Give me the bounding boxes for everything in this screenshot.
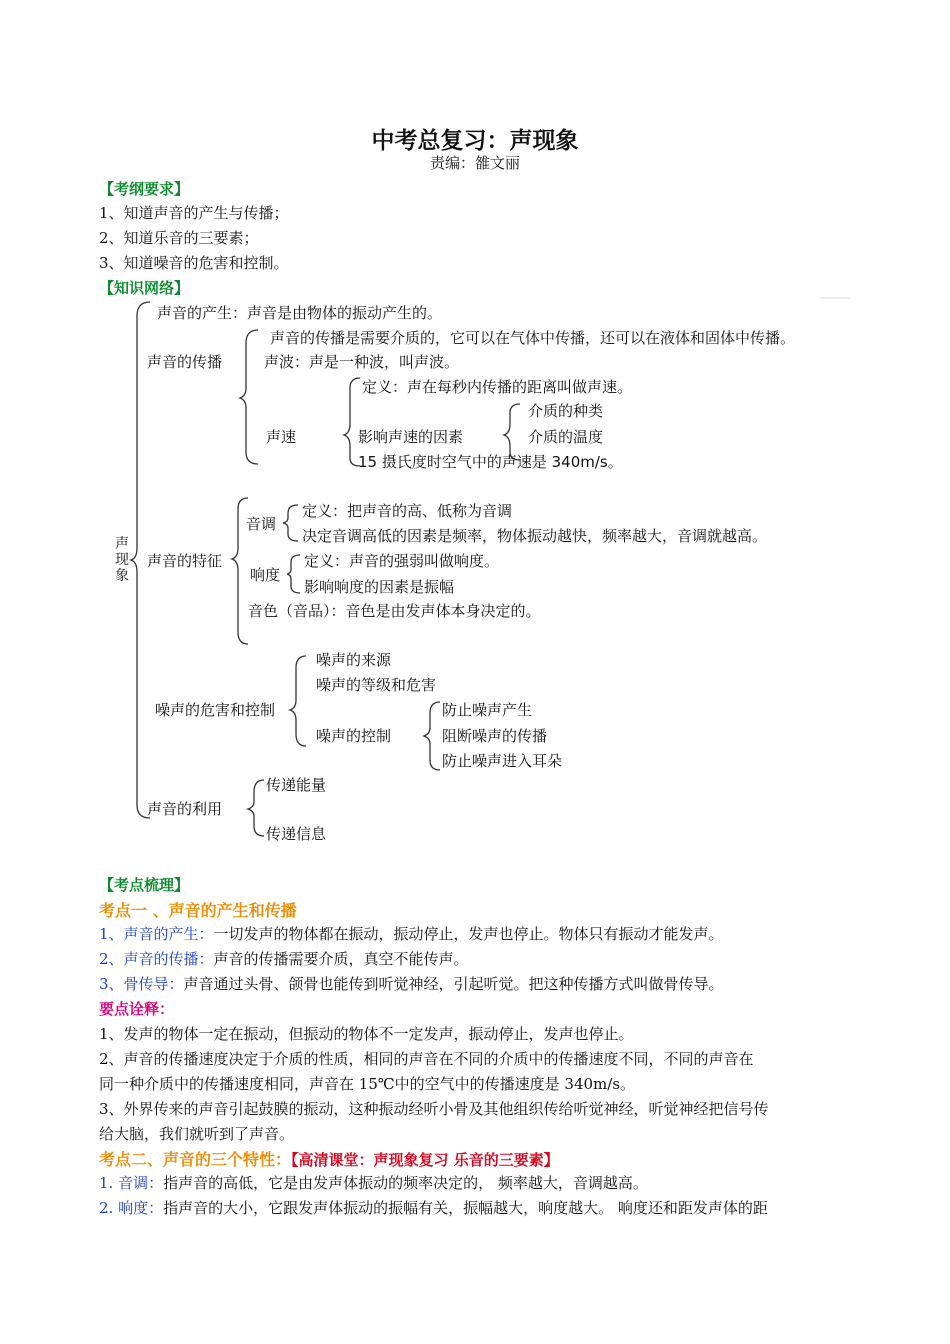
point2-text: 指声音的大小，它跟发声体振动的振幅有关，振幅越大，响度越大。 响度还和距发声体的距 [163,1199,768,1217]
noise-control-node: 噪声的控制 [316,727,392,745]
timbre-node: 音色（音品）：音色是由发声体本身决定的。 [248,602,541,620]
point1-term: 2、声音的传播： [99,950,214,968]
loudness-factor: 影响响度的因素是振幅 [304,578,455,596]
editor-line: 责编：雒文丽 [429,154,520,172]
speed-factor-item: 介质的种类 [528,402,604,420]
note-heading: 要点诠释： [99,1000,175,1018]
point2-text: 指声音的高低，它是由发声体振动的频率决定的， 频率越大，音调越高。 [163,1174,648,1192]
note-line: 1、发声的物体一定在振动，但振动的物体不一定发声，振动停止，发声也停止。 [99,1025,634,1043]
loudness-definition: 定义：声音的强弱叫做响度。 [304,552,500,570]
point2-link[interactable]: 【高清课堂：声现象复习 乐音的三要素】 [291,1151,559,1169]
point1-item [99,923,724,944]
speed-node: 声速 [266,428,297,446]
outline-item: 3、知道噪音的危害和控制。 [99,254,289,272]
point2-item [99,1172,648,1193]
propagation-node: 声音的传播 [147,353,223,371]
speed-factors-node: 影响声速的因素 [358,428,464,446]
air-speed: 15 摄氏度时空气中的声速是 340m/s。 [358,453,623,471]
noise-control-item: 阻断噪声的传播 [442,727,548,745]
point2-title: 考点二、声音的三个特性： [99,1150,292,1169]
speed-definition: 定义：声在每秒内传播的距离叫做声速。 [362,378,633,396]
point1-title: 考点一 、声音的产生和传播 [99,901,297,920]
pitch-definition: 定义：把声音的高、低称为音调 [302,502,513,520]
note-line: 同一种介质中的传播速度相同，声音在 15℃中的空气中的传播速度是 340m/s。 [99,1075,636,1093]
pitch-node: 音调 [246,515,277,533]
point1-text: 声音通过头骨、颌骨也能传到听觉神经，引起听觉。把这种传播方式叫做骨传导。 [183,975,724,993]
point2-term: 2. 响度： [99,1199,164,1217]
point1-term: 1、声音的产生： [99,925,214,943]
review-heading: 【考点梳理】 [99,876,190,894]
propagation-medium: 声音的传播是需要介质的，它可以在气体中传播，还可以在液体和固体中传播。 [270,329,796,347]
point1-item [99,948,469,969]
mindmap-root: 声现象 [115,536,129,584]
production-node: 声音的产生：声音是由物体的振动产生的。 [157,304,443,322]
outline-heading: 【考纲要求】 [99,180,190,198]
page-title: 中考总复习：声现象 [371,128,579,154]
usage-node: 声音的利用 [147,800,223,818]
noise-source: 噪声的来源 [316,651,392,669]
usage-item: 传递能量 [266,776,327,794]
noise-control-item: 防止噪声进入耳朵 [442,752,563,770]
noise-node: 噪声的危害和控制 [155,701,276,719]
point1-term: 3、骨传导： [99,975,184,993]
noise-levels: 噪声的等级和危害 [316,676,437,694]
point1-text: 一切发声的物体都在振动，振动停止，发声也停止。物体只有振动才能发声。 [213,925,724,943]
point2-title-row [99,1147,559,1170]
note-line: 2、声音的传播速度决定于介质的性质，相同的声音在不同的介质中的传播速度不同，不同的声音在 [99,1050,754,1068]
pitch-factor: 决定音调高低的因素是频率，物体振动越快，频率越大，音调就越高。 [302,527,768,545]
usage-item: 传递信息 [266,825,327,843]
network-heading: 【知识网络】 [99,279,190,297]
characteristics-node: 声音的特征 [147,552,223,570]
point1-item [99,973,724,994]
propagation-wave: 声波：声是一种波，叫声波。 [264,353,460,371]
noise-control-item: 防止噪声产生 [442,701,533,719]
outline-item: 2、知道乐音的三要素； [99,229,259,247]
loudness-node: 响度 [250,566,281,584]
note-line: 3、外界传来的声音引起鼓膜的振动，这种振动经听小骨及其他组织传给听觉神经，听觉神经把信号传 [99,1100,769,1118]
point2-item [99,1197,768,1218]
note-line: 给大脑，我们就听到了声音。 [99,1125,295,1143]
outline-item: 1、知道声音的产生与传播； [99,204,289,222]
point2-term: 1. 音调： [99,1174,164,1192]
speed-factor-item: 介质的温度 [528,428,604,446]
point1-text: 声音的传播需要介质，真空不能传声。 [213,950,469,968]
